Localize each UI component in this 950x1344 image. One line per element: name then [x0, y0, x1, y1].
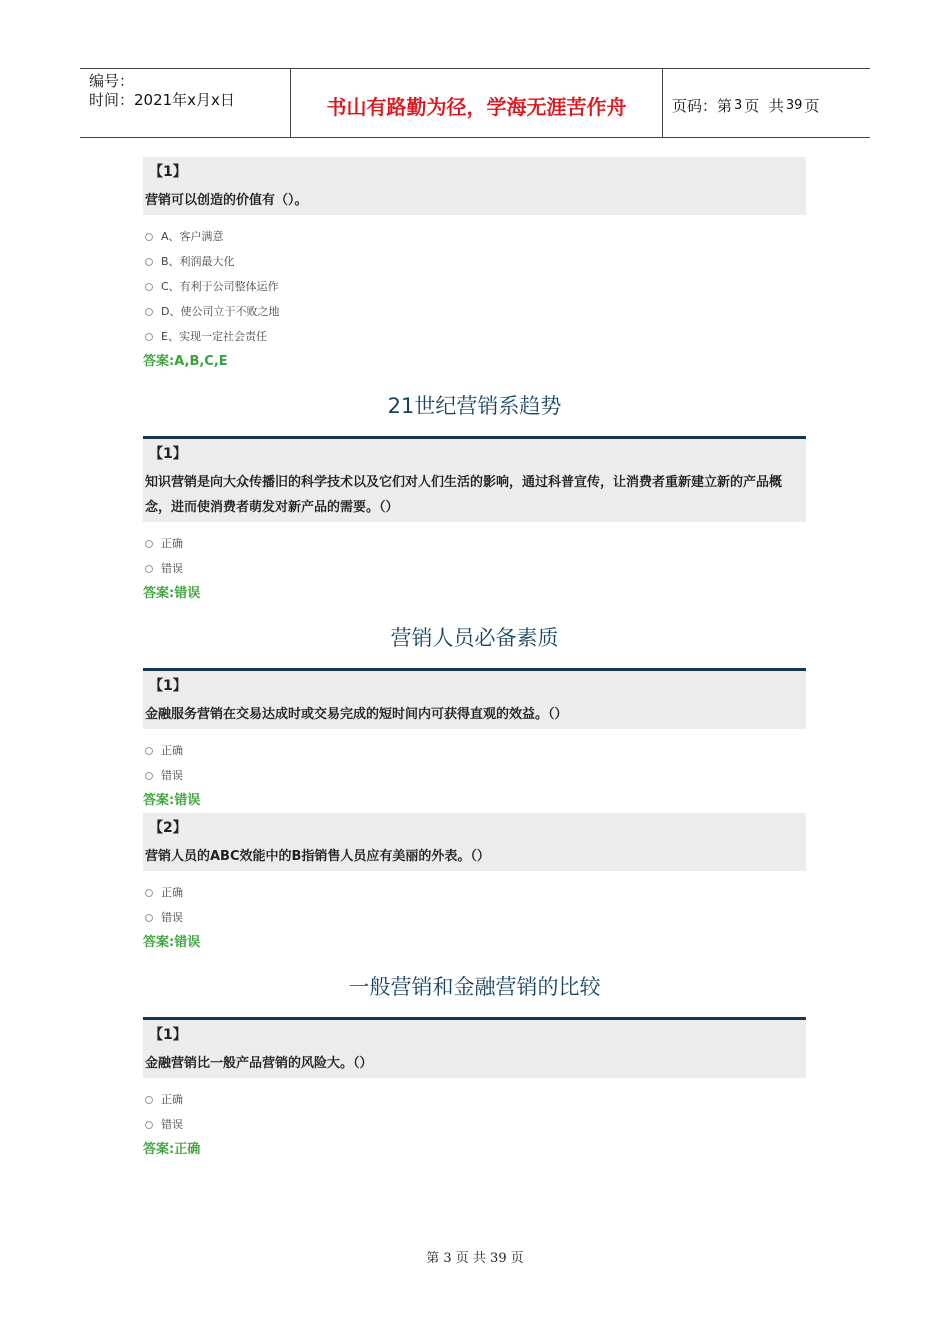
page-prefix: 页码：第 [672, 96, 733, 115]
radio-icon[interactable] [145, 914, 153, 922]
option-label: 正确 [161, 886, 183, 899]
answer-text: 答案:正确 [143, 1142, 201, 1157]
question-box [143, 1017, 806, 1078]
radio-icon[interactable] [145, 772, 153, 780]
option-item[interactable] [143, 1087, 806, 1112]
radio-icon[interactable] [145, 889, 153, 897]
option-item[interactable] [143, 249, 806, 274]
radio-icon[interactable] [145, 565, 153, 573]
radio-icon[interactable] [145, 1121, 153, 1129]
option-item[interactable] [143, 738, 806, 763]
option-label: C、有利于公司整体运作 [161, 280, 279, 293]
option-list [143, 215, 806, 349]
question-box [143, 157, 806, 215]
option-item[interactable] [143, 274, 806, 299]
page-footer: 第 3 页 共 39 页 [426, 1251, 524, 1266]
option-item[interactable] [143, 1112, 806, 1137]
option-label: 错误 [161, 562, 183, 575]
radio-icon[interactable] [145, 233, 153, 241]
option-label: A、客户满意 [161, 230, 224, 243]
option-label: 错误 [161, 1118, 183, 1131]
option-list [143, 871, 806, 930]
question-number: 【2】 [149, 820, 187, 836]
page-total: 39 [785, 97, 803, 113]
option-item[interactable] [143, 224, 806, 249]
header-page-info [663, 69, 870, 137]
radio-icon[interactable] [145, 747, 153, 755]
section-title: 营销人员必备素质 [390, 626, 559, 650]
option-item[interactable] [143, 324, 806, 349]
section-title: 一般营销和金融营销的比较 [348, 975, 601, 999]
page-current: 3 [734, 97, 743, 113]
question-text: 金融营销比一般产品营销的风险大。（） [145, 1056, 373, 1071]
question-box [143, 813, 806, 871]
header-motto: 书山有路勤为径，学海无涯苦作舟 [291, 69, 663, 137]
option-item[interactable] [143, 556, 806, 581]
page-header [80, 68, 870, 138]
option-list [143, 729, 806, 788]
question-number: 【1】 [149, 164, 187, 180]
option-list [143, 522, 806, 581]
option-label: 正确 [161, 537, 183, 550]
answer-text: 答案:错误 [143, 793, 201, 808]
radio-icon[interactable] [145, 540, 153, 548]
option-item[interactable] [143, 299, 806, 324]
exam-content [143, 157, 806, 1162]
page-suffix: 页 [804, 96, 820, 115]
time-label: 时间：2021年x月x日 [89, 91, 235, 109]
radio-icon[interactable] [145, 258, 153, 266]
option-item[interactable] [143, 531, 806, 556]
option-list [143, 1078, 806, 1137]
option-label: 错误 [161, 769, 183, 782]
question-box [143, 436, 806, 522]
option-label: 正确 [161, 1093, 183, 1106]
option-label: E、实现一定社会责任 [161, 330, 267, 343]
question-number: 【1】 [149, 678, 187, 694]
section-title: 21世纪营销系趋势 [387, 394, 562, 418]
question-text: 营销可以创造的价值有（）。 [145, 193, 308, 208]
answer-text: 答案:错误 [143, 586, 201, 601]
question-text: 营销人员的ABC效能中的B指销售人员应有美丽的外表。（） [145, 849, 490, 864]
question-number: 【1】 [149, 1027, 187, 1043]
header-meta [80, 69, 291, 137]
question-number: 【1】 [149, 446, 187, 462]
radio-icon[interactable] [145, 283, 153, 291]
radio-icon[interactable] [145, 1096, 153, 1104]
page-mid: 页 共 [744, 96, 784, 115]
question-text: 金融服务营销在交易达成时或交易完成的短时间内可获得直观的效益。（） [145, 707, 568, 722]
option-label: B、利润最大化 [161, 255, 235, 268]
option-item[interactable] [143, 763, 806, 788]
radio-icon[interactable] [145, 333, 153, 341]
answer-text: 答案:A,B,C,E [143, 354, 228, 369]
answer-text: 答案:错误 [143, 935, 201, 950]
option-label: 错误 [161, 911, 183, 924]
code-label: 编号： [89, 72, 135, 90]
option-label: 正确 [161, 744, 183, 757]
question-text: 知识营销是向大众传播旧的科学技术以及它们对人们生活的影响，通过科普宣传，让消费者重新建立新的产品概念，进而使消费者萌发对新产品的需要。（） [145, 475, 783, 515]
option-item[interactable] [143, 880, 806, 905]
option-item[interactable] [143, 905, 806, 930]
radio-icon[interactable] [145, 308, 153, 316]
question-box [143, 668, 806, 729]
option-label: D、使公司立于不败之地 [161, 305, 280, 318]
